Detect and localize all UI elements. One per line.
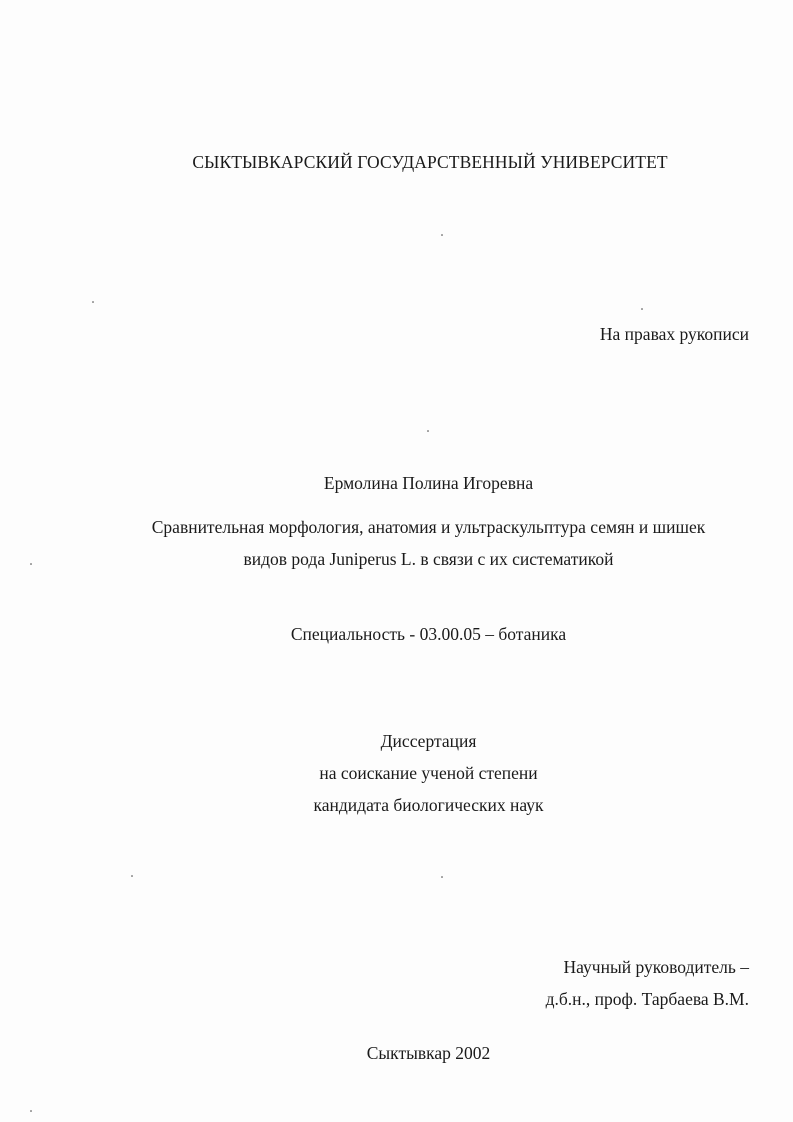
- degree-purpose: на соискание ученой степени: [319, 763, 538, 783]
- dissertation-label: Диссертация: [380, 731, 477, 751]
- author-name: Ермолина Полина Игоревна: [323, 473, 534, 493]
- scan-speck: [641, 308, 643, 310]
- supervisor-name: д.б.н., проф. Тарбаева В.М.: [545, 989, 749, 1009]
- scan-speck: [30, 1110, 32, 1112]
- dissertation-title-line-2: видов рода Juniperus L. в связи с их систематикой: [243, 549, 614, 569]
- scan-speck: [131, 875, 133, 877]
- scan-speck: [427, 430, 429, 432]
- rights-note: На правах рукописи: [599, 324, 749, 344]
- dissertation-title-line-1: Сравнительная морфология, анатомия и ультраскульптура семян и шишек: [151, 517, 706, 537]
- scan-speck: [441, 234, 443, 236]
- place-and-year: Сыктывкар 2002: [366, 1043, 491, 1063]
- scan-speck: [92, 301, 94, 303]
- scan-speck: [30, 563, 32, 565]
- scan-speck: [441, 876, 443, 878]
- specialty: Специальность - 03.00.05 – ботаника: [290, 624, 567, 644]
- degree-name: кандидата биологических наук: [313, 795, 544, 815]
- supervisor-label: Научный руководитель –: [563, 957, 749, 977]
- university-name: СЫКТЫВКАРСКИЙ ГОСУДАРСТВЕННЫЙ УНИВЕРСИТЕТ: [192, 152, 668, 172]
